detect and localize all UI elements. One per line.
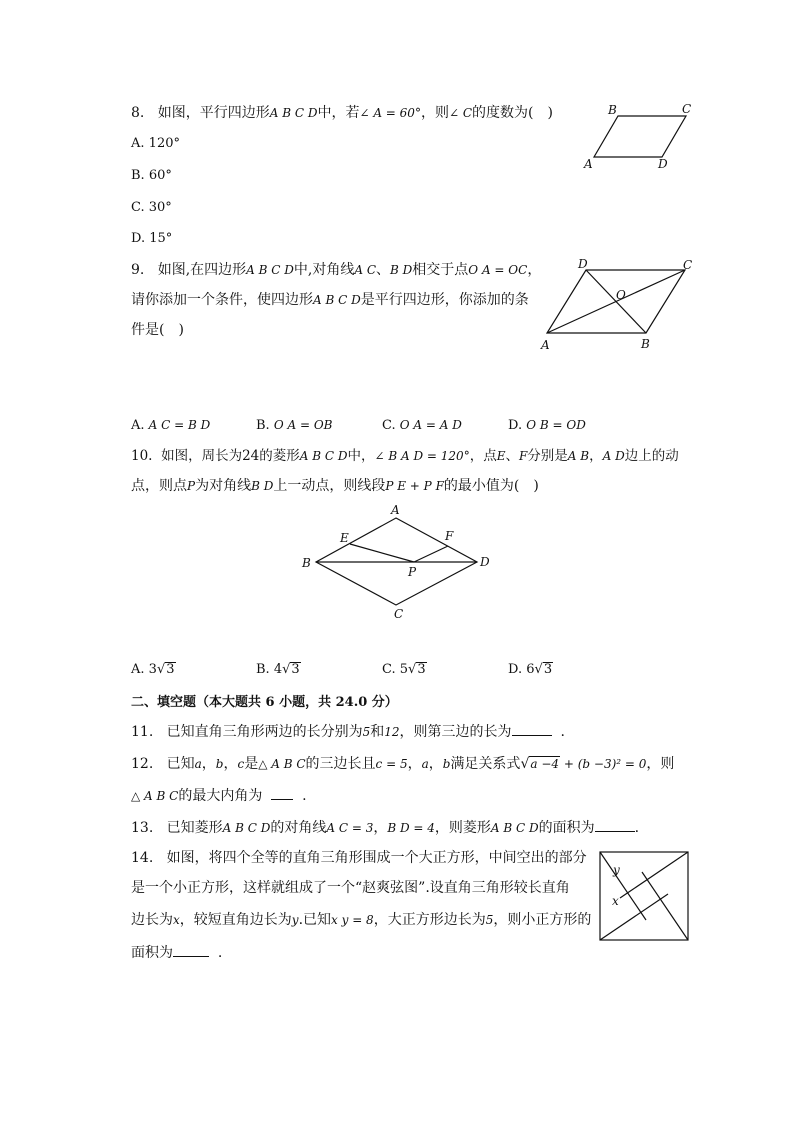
q13-answer-blank[interactable] (595, 817, 635, 832)
q12-number: 12. (131, 756, 154, 772)
q10-label-a: A (391, 503, 400, 517)
q10-segment-pf (414, 546, 448, 562)
q8-label-c: C (682, 102, 692, 116)
q8-option-c: C. 30° (131, 200, 172, 215)
q9-option-c: C. O A = A D (382, 418, 462, 433)
q13-number: 13. (131, 820, 154, 836)
sqrt-icon: √ (520, 756, 530, 772)
q9-number: 9. (131, 262, 145, 278)
q14-line-1: 14. 如图，将四个全等的直角三角形围成一个大正方形，中间空出的部分 (131, 850, 587, 866)
q12-line-1: 12. 已知a，b，c是△ A B C的三边长且c = 5，a，b满足关系式√a −4 + (b −3)² = 0，则 (131, 756, 675, 772)
q9-line-1: 9. 如图,在四边形A B C D中,对角线A C、B D相交于点O A = OC， (131, 262, 542, 278)
q9-option-b: B. O A = OB (256, 418, 333, 433)
q10-rhombus-figure (298, 500, 498, 625)
q14-number: 14. (131, 850, 154, 866)
q10-number: 10. (131, 448, 153, 464)
q9-line-2: 请你添加一个条件，使四边形A B C D是平行四边形，你添加的条 (131, 292, 529, 308)
q9-label-c: C (683, 258, 693, 272)
q8-label-b: B (608, 103, 617, 117)
sqrt-icon: √ (282, 662, 291, 677)
q14-line-3: 边长为x，较短直角边长为y.已知x y = 8，大正方形边长为5，则小正方形的 (131, 912, 592, 928)
q9-label-o: O (616, 288, 626, 302)
section-heading-fill-in: 二、填空题（本大题共 6 小题，共 24.0 分） (131, 695, 398, 710)
sqrt-icon: √ (534, 662, 543, 677)
q12-line-2: △ A B C的最大内角为 . (131, 785, 307, 806)
q8-option-d: D. 15° (131, 231, 173, 246)
q12-answer-blank[interactable] (271, 785, 293, 800)
q8-number: 8. (131, 105, 145, 121)
q9-option-a: A. A C = B D (131, 418, 211, 433)
q10-label-d: D (480, 555, 490, 569)
q9-label-b: B (641, 337, 650, 351)
sqrt-icon: √ (156, 662, 166, 677)
q14-label-x: x (612, 894, 619, 908)
q8-parallelogram-figure (580, 100, 700, 175)
sqrt-icon: √ (408, 662, 417, 677)
q8-stem: 8. 如图，平行四边形A B C D中，若∠ A = 60°，则∠ C的度数为( ) (131, 105, 553, 121)
q9-quadrilateral-figure (538, 256, 698, 354)
q10-line-2: 点，则点P为对角线B D上一动点，则线段P E + P F的最小值为( ) (131, 478, 539, 494)
q10-label-p: P (408, 565, 417, 579)
q10-option-d: D. 6√3 (508, 662, 553, 677)
q8-label-a: A (584, 157, 593, 171)
q11-number: 11. (131, 724, 154, 740)
q10-option-b: B. 4√3 (256, 662, 300, 677)
q14-line-4: 面积为 . (131, 942, 222, 963)
q8-parallelogram (594, 116, 686, 157)
q11-stem: 11. 已知直角三角形两边的长分别为5和12，则第三边的长为 . (131, 721, 565, 742)
q10-segment-pe (350, 544, 414, 562)
q10-label-e: E (340, 531, 349, 545)
q10-line-1: 10. 如图，周长为24的菱形A B C D中，∠ B A D = 120°，点E、F分别是A B，A D边上的动 (131, 448, 679, 464)
q10-option-c: C. 5√3 (382, 662, 426, 677)
q14-zhao-shuang-figure (598, 850, 690, 942)
q14-label-y: y (613, 863, 620, 877)
q10-label-b: B (302, 556, 311, 570)
q11-answer-blank[interactable] (512, 721, 552, 736)
q9-line-3: 件是( ) (131, 322, 184, 338)
q8-option-b: B. 60° (131, 168, 172, 183)
q10-label-f: F (445, 529, 454, 543)
q9-label-a: A (541, 338, 550, 352)
q13-stem: 13. 已知菱形A B C D的对角线A C = 3，B D = 4，则菱形A B C D的面积为 . (131, 817, 639, 838)
q8-label-d: D (658, 157, 668, 171)
q9-label-d: D (578, 257, 588, 271)
q10-label-c: C (394, 607, 404, 621)
q10-option-a: A. 3√3 (131, 662, 175, 677)
q14-answer-blank[interactable] (173, 942, 209, 957)
q8-option-a: A. 120° (131, 136, 180, 151)
q14-line-2: 是一个小正方形，这样就组成了一个“赵爽弦图”.设直角三角形较长直角 (131, 880, 570, 896)
q9-option-d: D. O B = OD (508, 418, 586, 433)
